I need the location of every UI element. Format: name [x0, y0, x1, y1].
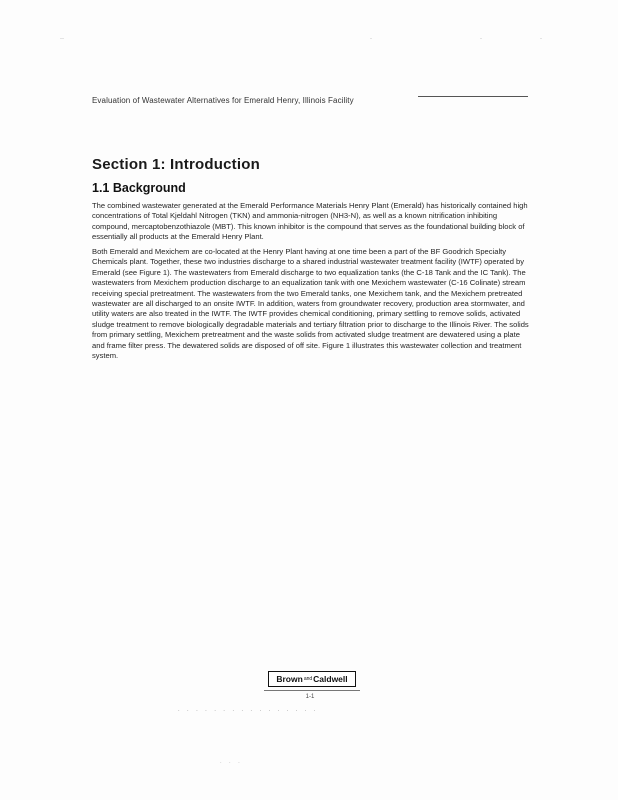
section-title: Section 1: Introduction — [92, 156, 260, 173]
subsection-title: 1.1 Background — [92, 181, 186, 195]
logo-underline — [264, 690, 360, 691]
brown-and-caldwell-logo — [268, 671, 356, 687]
running-header — [92, 90, 528, 105]
logo-left-word: Brown — [276, 674, 303, 684]
page-number: 1-1 — [305, 694, 315, 700]
scan-artifacts-top: ·· · · · — [60, 36, 542, 42]
logo-and-word: and — [303, 676, 313, 682]
running-header-title: Evaluation of Wastewater Alternatives for Emerald Henry, Illinois Facility — [92, 96, 354, 105]
scan-artifacts-bottom: · · · — [220, 760, 243, 766]
logo-right-word: Caldwell — [313, 674, 348, 684]
paragraph-2: Both Emerald and Mexichem are co-located at the Henry Plant having at one time been a part of the BF Goodrich Specialty Chemicals plant. Together, these two industries discharge to a shared industrial wastewater treatment facility (IWTF) operated by Emerald (see Figure 1). The wastewaters from Emerald discharge to two equalization tanks (the C-18 Tank and the IC Tank). The wastewaters from Mexichem production discharge to an equalization tank with one Mexichem wastewater (C-16 Colinate) stream receiving special pretreatment. The wastewaters from the two Emerald tanks, one Mexichem tank, and the Mexichem pretreated wastewater are all discharged to an onsite IWTF. In addition, waters from groundwater recovery, production area stormwater, and utility waters are also treated in the IWTF. The IWTF provides chemical conditioning, primary settling to remove solids, activated sludge treatment to remove biologically degradable materials and tertiary filtration prior to discharge to the Illinois River. The solids from primary settling, Mexichem pretreatment and the waste solids from activated sludge treatment are dewatered using a plate and frame filter press. The dewatered solids are disposed of off site. Figure 1 illustrates this wastewater collection and treatment system. — [92, 247, 529, 361]
header-rule — [418, 96, 528, 97]
footer-artifacts: · · · · · · · · · · · · · · · · — [178, 708, 319, 714]
paragraph-1: The combined wastewater generated at the Emerald Performance Materials Henry Plant (Emerald) has historically contained high concentrations of Total Kjeldahl Nitrogen (TKN) and ammonia-nitrogen (NH3-N), as well as a known nitrification inhibiting compound, mercaptobenzothiazole (MBT). This known inhibitor is the compound that serves as the foundational building block of essentially all products at the Emerald Henry Plant. — [92, 201, 528, 242]
